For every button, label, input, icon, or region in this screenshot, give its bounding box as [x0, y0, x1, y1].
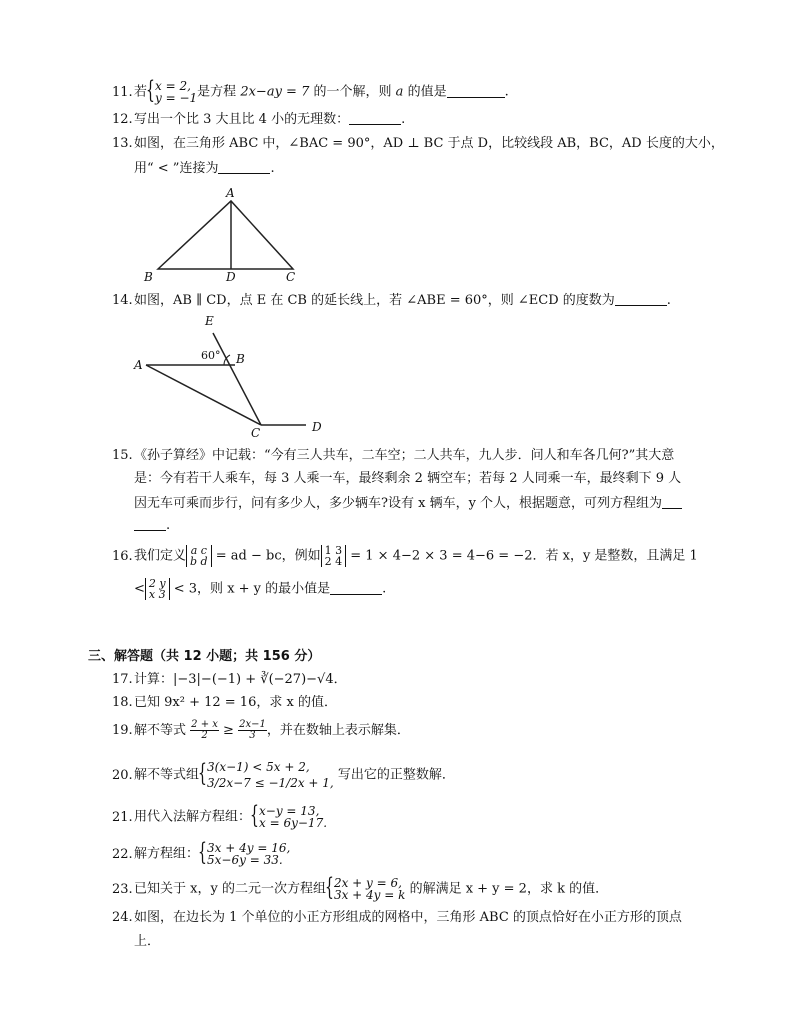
question-number: 11. [112, 84, 133, 100]
answer-blank [349, 110, 401, 125]
question-13-line2: 用“ < ”连接为 . [134, 161, 275, 176]
section-heading: 三、解答题（共 12 小题；共 156 分） [88, 649, 321, 664]
answer-blank [134, 516, 166, 531]
answer-blank [662, 494, 682, 509]
segment-ac [146, 365, 261, 425]
fraction: $\frac{2x-1}{3}$ [239, 719, 266, 741]
inequality-system: { 3(x−1) < 5x + 2, 3/2x−7 ≤ −1/2x + 1, [199, 761, 334, 789]
answer-blank [447, 83, 505, 98]
label-e: E [205, 314, 214, 328]
question-20: 20.解不等式组 { 3(x−1) < 5x + 2, 3/2x−7 ≤ −1/2x + 1, 写出它的正整数解． [112, 761, 455, 789]
equation-system: { x−y = 13, x = 6y−17. [251, 805, 327, 829]
equation-system: { 3x + 4y = 16, 5x−6y = 33. [199, 842, 290, 866]
question-15: 15.《孙子算经》中记载：“今有三人共车，二车空；二人共车，九人步．问人和车各几何?”其大意 [112, 448, 675, 463]
angle-label: 60° [201, 349, 221, 362]
label-a: A [226, 186, 235, 200]
label-c: C [251, 426, 261, 438]
equation-system: { x = 2, y = −1 [147, 80, 197, 104]
question-18: 18.已知 9x² + 12 = 16，求 x 的值． [112, 695, 337, 710]
question-16: 16.我们定义 a c b d = ad − bc，例如 1 3 2 4 = 1 × 4−2 × 3 = 4−6 = −2．若 x，y 是整数，且满足 1 [112, 544, 698, 568]
question-14: 14.如图，AB ∥ CD，点 E 在 CB 的延长线上，若 ∠ABE = 60°，则 ∠ECD 的度数为 . [112, 293, 671, 308]
triangle-abc [158, 201, 293, 269]
question-21: 21.用代入法解方程组： { x−y = 13, x = 6y−17. [112, 805, 327, 829]
determinant-definition: a c b d [186, 545, 212, 567]
figure-triangle-abc [138, 183, 308, 283]
answer-blank [330, 580, 382, 595]
question-19: 19.解不等式 $\frac{2 + x}{2}$ ≥ $\frac{2x-1}{3}$ ，并在数轴上表示解集． [112, 719, 410, 741]
question-11: 11.若 { x = 2, y = −1 是方程 2x−ay = 7 的一个解，则 a 的值是 . [112, 80, 509, 104]
question-24: 24.如图，在边长为 1 个单位的小正方形组成的网格中，三角形 ABC 的顶点恰好在小正方形的顶点 [112, 910, 682, 925]
label-b: B [144, 270, 153, 283]
question-23: 23.已知关于 x，y 的二元一次方程组 { 2x + y = 6, 3x + 4y = k 的解满足 x + y = 2，求 k 的值． [112, 877, 608, 901]
question-22: 22.解方程组： { 3x + 4y = 16, 5x−6y = 33. [112, 842, 290, 866]
label-b: B [236, 352, 245, 366]
answer-blank [615, 291, 667, 306]
label-c: C [286, 270, 296, 283]
line-ec [213, 333, 261, 425]
answer-blank [218, 159, 270, 174]
question-13: 13.如图，在三角形 ABC 中，∠BAC = 90°，AD ⊥ BC 于点 D，比较线段 AB，BC，AD 长度的大小， [112, 136, 724, 151]
figure-parallel-lines [128, 313, 333, 438]
label-a: A [134, 358, 143, 372]
question-12: 12.写出一个比 3 大且比 4 小的无理数： . [112, 112, 406, 127]
determinant-condition: 2 y x 3 [145, 578, 170, 600]
label-d: D [226, 270, 236, 283]
equation-system: { 2x + y = 6, 3x + 4y = k [326, 877, 405, 901]
label-d: D [312, 420, 322, 434]
determinant-example: 1 3 2 4 [321, 545, 347, 567]
question-17: 17.计算：|−3|−(−1) + ∛(−27)−√4． [112, 672, 347, 687]
fraction: $\frac{2 + x}{2}$ [191, 719, 218, 741]
